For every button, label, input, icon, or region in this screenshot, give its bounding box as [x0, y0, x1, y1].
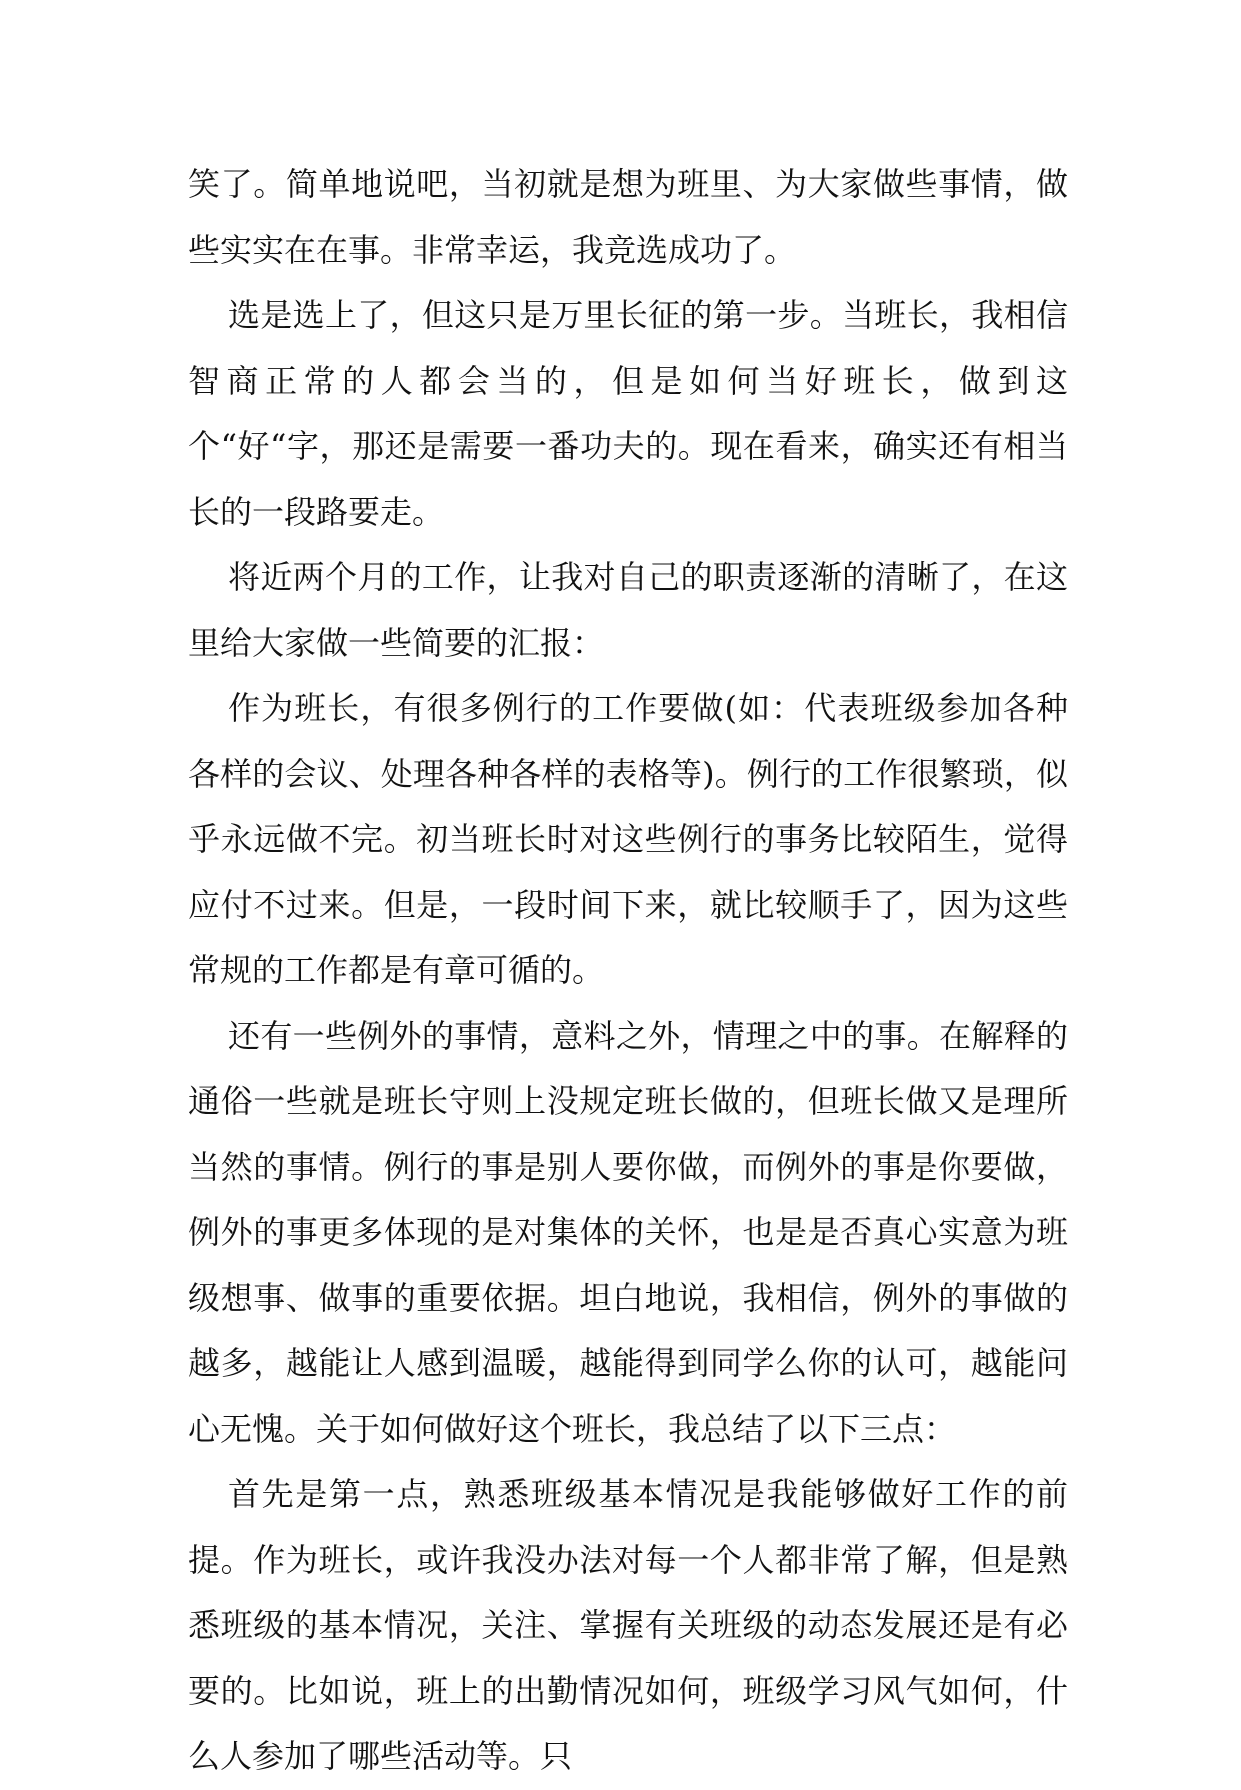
document-body [188, 152, 1068, 1790]
paragraph-2: 选是选上了，但这只是万里长征的第一步。当班长，我相信智商正常的人都会当的，但是如何当好班长，做到这个“好“字，那还是需要一番功夫的。现在看来，确实还有相当长的一段路要走。 [188, 296, 1068, 531]
paragraph-5: 还有一些例外的事情，意料之外，情理之中的事。在解释的通俗一些就是班长守则上没规定班长做的，但班长做又是理所当然的事情。例行的事是别人要你做，而例外的事是你要做，例外的事更多体现的是对集体的关怀，也是是否真心实意为班级想事、做事的重要依据。坦白地说，我相信，例外的事做的越多，越能让人感到温暖，越能得到同学么你的认可，越能问心无愧。关于如何做好这个班长，我总结了以下三点： [188, 1016, 1068, 1448]
paragraph-1: 笑了。简单地说吧，当初就是想为班里、为大家做些事情，做些实实在在事。非常幸运，我竞选成功了。 [188, 165, 1068, 269]
paragraph-3: 将近两个月的工作，让我对自己的职责逐渐的清晰了，在这里给大家做一些简要的汇报： [188, 558, 1068, 662]
paragraph-6: 首先是第一点，熟悉班级基本情况是我能够做好工作的前提。作为班长，或许我没办法对每一个人都非常了解，但是熟悉班级的基本情况，关注、掌握有关班级的动态发展还是有必要的。比如说，班上的出勤情况如何，班级学习风气如何，什么人参加了哪些活动等。只 [188, 1475, 1068, 1775]
paragraph-4: 作为班长，有很多例行的工作要做(如：代表班级参加各种各样的会议、处理各种各样的表格等)。例行的工作很繁琐，似乎永远做不完。初当班长时对这些例行的事务比较陌生，觉得应付不过来。但是，一段时间下来，就比较顺手了，因为这些常规的工作都是有章可循的。 [188, 689, 1068, 989]
